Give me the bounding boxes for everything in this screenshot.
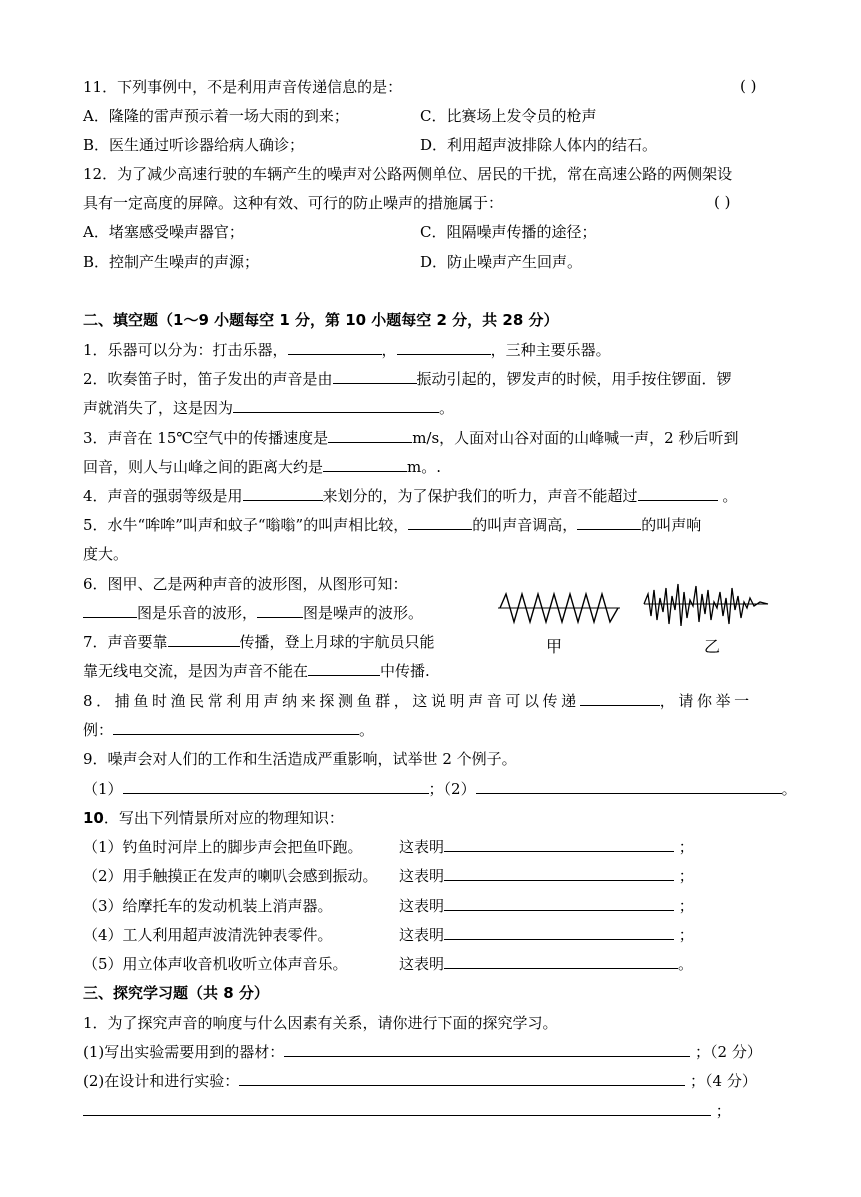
inquiry-part1 bbox=[83, 1042, 762, 1062]
blank[interactable] bbox=[323, 457, 407, 472]
fill-q5-tail: 的叫声响 bbox=[641, 516, 702, 534]
fill-q8-end: 。 bbox=[359, 721, 375, 739]
waveform-figure bbox=[498, 580, 770, 664]
blank[interactable] bbox=[638, 486, 718, 501]
blank[interactable] bbox=[239, 1071, 685, 1086]
section2-title: 二、填空题（1～9 小题每空 1 分，第 10 小题每空 2 分，共 28 分） bbox=[83, 311, 559, 329]
blank[interactable] bbox=[168, 632, 240, 647]
blank[interactable] bbox=[444, 896, 674, 911]
fill-q4-end: 。 bbox=[717, 487, 738, 505]
fill-q5-mid: 的叫声音调高， bbox=[472, 516, 578, 534]
fill-q7-text: 7．声音要靠 bbox=[83, 633, 168, 651]
q12-option-d: D．防止噪声产生回声。 bbox=[420, 253, 583, 271]
fill-q4 bbox=[83, 486, 737, 506]
fill-q10-number: 10 bbox=[83, 809, 104, 827]
blank[interactable] bbox=[113, 720, 359, 735]
q11-option-a: A．隆隆的雷声预示着一场大雨的到来； bbox=[83, 107, 349, 125]
fill-q6-line2 bbox=[83, 603, 423, 623]
blank[interactable] bbox=[580, 691, 660, 706]
fill-q10-item1-text: （1）钓鱼时河岸上的脚步声会把鱼吓跑。 bbox=[83, 838, 363, 856]
fill-q10-item2-text: （2）用手触摸正在发声的喇叭会感到振动。 bbox=[83, 867, 378, 885]
fill-q2-tail: 振动引起的，锣发声的时候，用手按住锣面．锣 bbox=[416, 370, 732, 388]
fill-q10-item4 bbox=[83, 925, 694, 945]
fill-q9-line2 bbox=[83, 779, 797, 799]
fill-q10-item1 bbox=[83, 837, 694, 857]
fill-q10-text: ．写出下列情景所对应的物理知识： bbox=[103, 809, 344, 827]
q12-stem-line1: 12．为了减少高速行驶的车辆产生的噪声对公路两侧单位、居民的干扰，常在高速公路的两侧架设 bbox=[83, 165, 733, 183]
q12-option-a: A．堵塞感受噪声器官； bbox=[83, 223, 244, 241]
fill-q7-end: 中传播. bbox=[380, 662, 430, 680]
fill-q10-item2 bbox=[83, 866, 694, 886]
fill-q1-sep: ， bbox=[381, 341, 397, 359]
shows-label: 这表明 bbox=[399, 926, 445, 944]
blank[interactable] bbox=[123, 779, 429, 794]
fill-q8-line2 bbox=[83, 720, 374, 740]
blank[interactable] bbox=[333, 369, 417, 384]
fill-q10-item3-text: （3）给摩托车的发动机装上消声器。 bbox=[83, 897, 333, 915]
fill-q5-line2: 度大。 bbox=[83, 545, 129, 563]
fill-q5-text: 5．水牛“哞哞”叫声和蚊子“嗡嗡”的叫声相比较， bbox=[83, 516, 409, 534]
shows-label: 这表明 bbox=[399, 838, 445, 856]
inquiry-part1-score: ；（2 分） bbox=[690, 1043, 762, 1061]
fill-q6-tail: 图是噪声的波形。 bbox=[303, 604, 424, 622]
blank[interactable] bbox=[233, 398, 439, 413]
inquiry-q1: 1．为了探究声音的响度与什么因素有关系，请你进行下面的探究学习。 bbox=[83, 1014, 558, 1032]
fill-q6-text: 图是乐音的波形， bbox=[137, 604, 258, 622]
fill-q10-item5 bbox=[83, 954, 693, 974]
fill-q7-line2 bbox=[83, 661, 430, 681]
fill-q5-line1 bbox=[83, 515, 701, 535]
shows-label: 这表明 bbox=[399, 867, 445, 885]
blank[interactable] bbox=[308, 661, 380, 676]
blank[interactable] bbox=[83, 603, 137, 618]
shows-label: 这表明 bbox=[399, 897, 445, 915]
blank[interactable] bbox=[397, 340, 491, 355]
q11-option-c: C．比赛场上发令员的枪声 bbox=[420, 107, 597, 125]
q12-option-b: B．控制产生噪声的声源； bbox=[83, 253, 260, 271]
blank[interactable] bbox=[577, 515, 641, 530]
fill-q9-line1: 9．噪声会对人们的工作和生活造成严重影响，试举世 2 个例子。 bbox=[83, 750, 517, 768]
fill-q8-text: 8．捕鱼时渔民常利用声纳来探测鱼群，这说明声音可以传递 bbox=[83, 692, 580, 710]
fill-q2-line1 bbox=[83, 369, 732, 389]
blank[interactable] bbox=[444, 925, 674, 940]
semicolon: ； bbox=[674, 838, 694, 856]
fig-label-yi: 乙 bbox=[704, 637, 721, 656]
fill-q3-tail: m/s，人面对山谷对面的山峰喊一声，2 秒后听到 bbox=[412, 429, 739, 447]
blank[interactable] bbox=[444, 866, 674, 881]
fill-q2-text2: 声就消失了，这是因为 bbox=[83, 399, 234, 417]
blank[interactable] bbox=[328, 428, 412, 443]
blank[interactable] bbox=[408, 515, 472, 530]
fill-q9-p1: （1） bbox=[83, 780, 123, 798]
fill-q1-tail: ，三种主要乐器。 bbox=[490, 341, 611, 359]
inquiry-part2-text: (2)在设计和进行实验： bbox=[83, 1072, 240, 1090]
fill-q8-tail: ，请你举一 bbox=[659, 692, 753, 710]
blank[interactable] bbox=[257, 603, 303, 618]
fill-q2-line2 bbox=[83, 398, 454, 418]
q12-stem-line2: 具有一定高度的屏障。这种有效、可行的防止噪声的措施属于： bbox=[83, 194, 504, 212]
period: 。 bbox=[678, 955, 694, 973]
inquiry-part2-line2-end: ； bbox=[711, 1102, 731, 1120]
fill-q3-line2 bbox=[83, 457, 441, 477]
fill-q9-p2: ；（2） bbox=[428, 780, 476, 798]
q12-option-c: C．阻隔噪声传播的途径； bbox=[420, 223, 597, 241]
fill-q7-line1 bbox=[83, 632, 435, 652]
fill-q2-end: 。 bbox=[439, 399, 455, 417]
semicolon: ； bbox=[674, 926, 694, 944]
fill-q10-item4-text: （4）工人利用超声波清洗钟表零件。 bbox=[83, 926, 333, 944]
fill-q7-text2: 靠无线电交流，是因为声音不能在 bbox=[83, 662, 309, 680]
inquiry-part2-line2 bbox=[83, 1101, 731, 1121]
blank[interactable] bbox=[284, 1042, 690, 1057]
shows-label: 这表明 bbox=[399, 955, 445, 973]
blank[interactable] bbox=[288, 340, 382, 355]
fill-q2-text: 2．吹奏笛子时，笛子发出的声音是由 bbox=[83, 370, 333, 388]
fill-q1 bbox=[83, 340, 611, 360]
section3-title: 三、探究学习题（共 8 分） bbox=[83, 984, 269, 1002]
fill-q3-end: m。. bbox=[407, 458, 442, 476]
q12-answer-paren: ( ) bbox=[714, 193, 731, 211]
fill-q3-text2: 回音，则人与山峰之间的距离大约是 bbox=[83, 458, 324, 476]
waveform-yi bbox=[644, 584, 768, 626]
inquiry-part2 bbox=[83, 1071, 757, 1091]
fill-q10-item3 bbox=[83, 896, 694, 916]
fill-q10-item5-text: （5）用立体声收音机收听立体声音乐。 bbox=[83, 955, 348, 973]
fig-label-jia: 甲 bbox=[546, 637, 563, 656]
blank[interactable] bbox=[444, 837, 674, 852]
fill-q9-end: 。 bbox=[781, 780, 797, 798]
blank[interactable] bbox=[243, 486, 323, 501]
blank[interactable] bbox=[476, 779, 782, 794]
inquiry-part2-score: ；（4 分） bbox=[685, 1072, 757, 1090]
fill-q10-title bbox=[83, 808, 344, 828]
fill-q4-mid: 来划分的，为了保护我们的听力，声音不能超过 bbox=[322, 487, 638, 505]
fill-q8-text2: 例： bbox=[83, 721, 114, 739]
blank[interactable] bbox=[444, 954, 678, 969]
fill-q6-line1: 6．图甲、乙是两种声音的波形图，从图形可知： bbox=[83, 575, 408, 593]
fill-q3-line1 bbox=[83, 428, 738, 448]
semicolon: ； bbox=[674, 867, 694, 885]
q11-stem: 11．下列事例中，不是利用声音传递信息的是： bbox=[83, 78, 403, 96]
q11-answer-paren: ( ) bbox=[740, 77, 757, 95]
fill-q4-text: 4．声音的强弱等级是用 bbox=[83, 487, 243, 505]
semicolon: ； bbox=[674, 897, 694, 915]
fill-q1-text: 1．乐器可以分为：打击乐器， bbox=[83, 341, 288, 359]
q11-option-d: D．利用超声波排除人体内的结石。 bbox=[420, 136, 658, 154]
inquiry-part1-text: (1)写出实验需要用到的器材： bbox=[83, 1043, 285, 1061]
fill-q7-tail: 传播，登上月球的宇航员只能 bbox=[239, 633, 435, 651]
q11-option-b: B．医生通过听诊器给病人确诊； bbox=[83, 136, 305, 154]
blank[interactable] bbox=[83, 1101, 711, 1116]
fill-q8-line1 bbox=[83, 691, 753, 711]
fill-q3-text: 3．声音在 15℃空气中的传播速度是 bbox=[83, 429, 329, 447]
